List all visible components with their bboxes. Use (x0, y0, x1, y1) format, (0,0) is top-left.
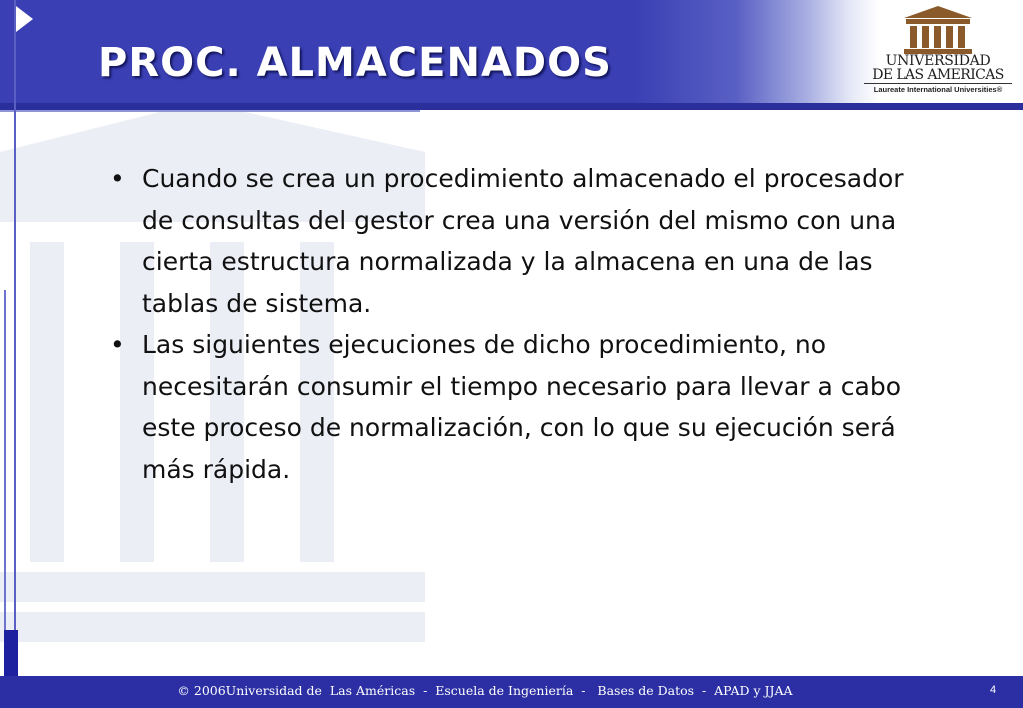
university-logo (858, 4, 1018, 96)
left-vertical-line-2 (4, 290, 6, 670)
left-corner-block (4, 630, 18, 676)
footer-text: © 2006Universidad de Las Américas - Escuela de Ingeniería - Bases de Datos - APAD y JJAA (177, 683, 793, 698)
logo-tagline: Laureate International Universities® (873, 85, 1003, 94)
bullet-text: Las siguientes ejecuciones de dicho procedimiento, no necesitarán consumir el tiempo necesario para llevar a cabo este proceso de normalización, con lo que su ejecución será más rápida. (142, 330, 901, 484)
left-vertical-line (14, 0, 16, 640)
header-stripe (0, 103, 1023, 110)
slide-content (110, 158, 940, 490)
slide-title: PROC. ALMACENADOS (98, 40, 612, 86)
bullet-item (110, 158, 940, 324)
play-arrow-icon (16, 6, 33, 32)
logo-name-line1: UNIVERSIDAD (885, 53, 991, 69)
bullet-item (110, 324, 940, 490)
logo-name-line2: DE LAS AMERICAS (872, 67, 1004, 83)
bullet-text: Cuando se crea un procedimiento almacenado el procesador de consultas del gestor crea una versión del mismo con una cierta estructura normalizada y la almacena en una de las tablas de sistema. (142, 164, 904, 318)
footer-bar (0, 676, 1023, 708)
bullet-dot: • (110, 164, 125, 193)
bullet-dot: • (110, 330, 125, 359)
building-icon (900, 4, 976, 56)
logo-divider (864, 83, 1012, 84)
page-number: 4 (990, 684, 997, 696)
